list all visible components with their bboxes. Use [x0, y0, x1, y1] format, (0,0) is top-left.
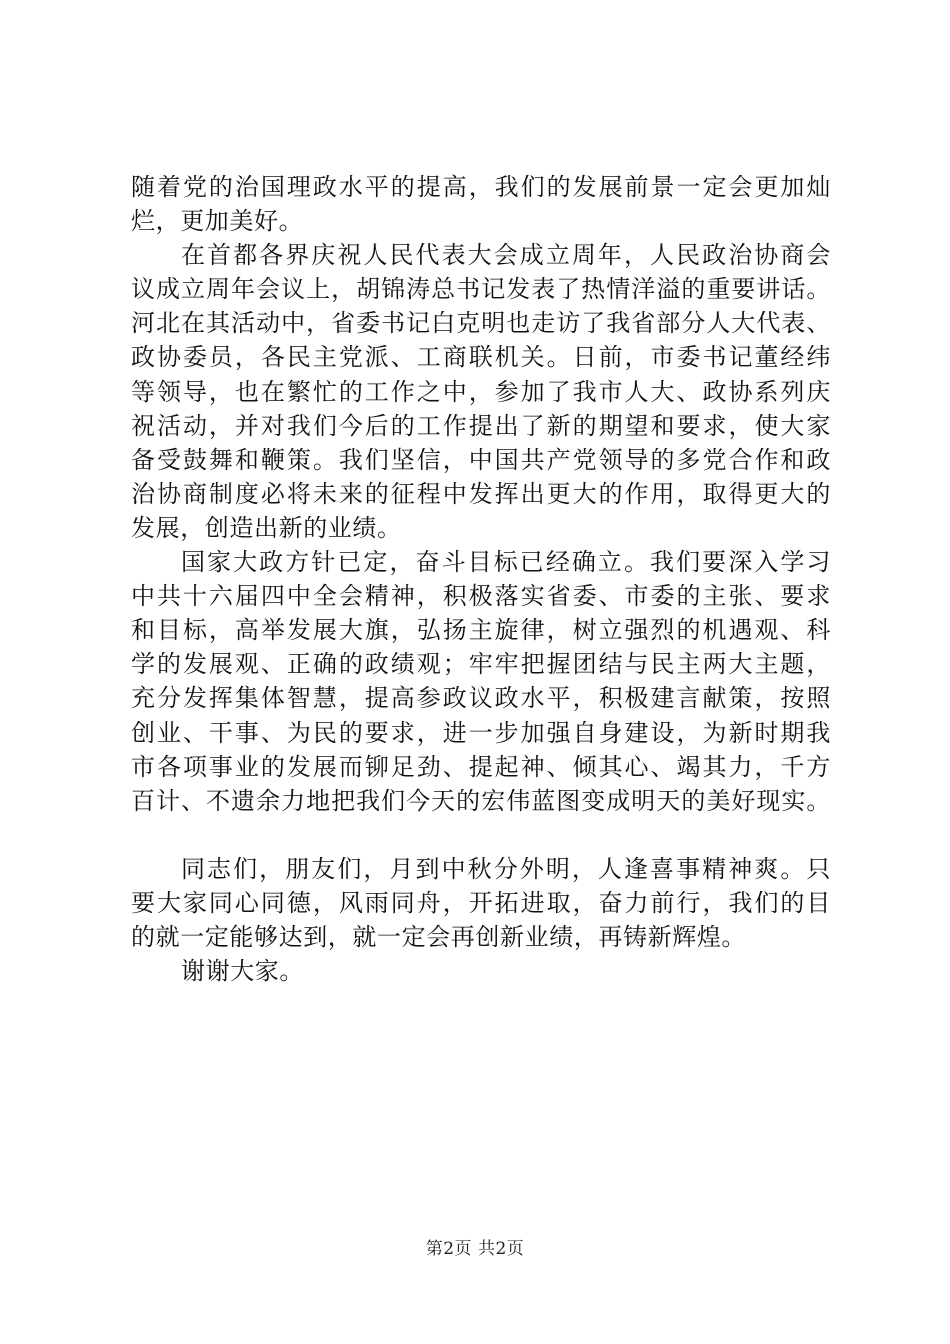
- paragraph-line: 治协商制度必将未来的征程中发挥出更大的作用，取得更大的: [131, 479, 831, 508]
- paragraph-line: 随着党的治国理政水平的提高，我们的发展前景一定会更加灿: [131, 173, 831, 201]
- paragraph-line: 要大家同心同德，风雨同舟，开拓进取，奋力前行，我们的目: [131, 888, 831, 917]
- paragraph-line: 国家大政方针已定，奋斗目标已经确立。我们要深入学习: [181, 548, 831, 577]
- paragraph-line: 中共十六届四中全会精神，积极落实省委、市委的主张、要求: [131, 582, 831, 611]
- paragraph-line: 同志们，朋友们，月到中秋分外明，人逢喜事精神爽。只: [181, 854, 831, 883]
- paragraph-line: 祝活动，并对我们今后的工作提出了新的期望和要求，使大家: [131, 411, 831, 440]
- body-text: [131, 170, 831, 988]
- paragraph-line: 百计、不遗余力地把我们今天的宏伟蓝图变成明天的美好现实。: [131, 786, 831, 815]
- paragraph-line: 政协委员，各民主党派、工商联机关。日前，市委书记董经纬: [131, 343, 831, 372]
- paragraph-line: 发展，创造出新的业绩。: [131, 513, 402, 542]
- paragraph-line: 的就一定能够达到，就一定会再创新业绩，再铸新辉煌。: [131, 922, 746, 951]
- paragraph-line: 等领导，也在繁忙的工作之中，参加了我市人大、政协系列庆: [131, 377, 831, 406]
- paragraph-line: 学的发展观、正确的政绩观；牢牢把握团结与民主两大主题，: [131, 650, 831, 679]
- paragraph-line: 创业、干事、为民的要求，进一步加强自身建设，为新时期我: [131, 718, 831, 747]
- paragraph-line: 议成立周年会议上，胡锦涛总书记发表了热情洋溢的重要讲话。: [131, 275, 831, 304]
- paragraph-gap: [131, 818, 831, 852]
- paragraph-line: 河北在其活动中，省委书记白克明也走访了我省部分人大代表、: [131, 309, 831, 338]
- paragraph-line: 和目标，高举发展大旗，弘扬主旋律，树立强烈的机遇观、科: [131, 616, 831, 645]
- paragraph-line: 市各项事业的发展而铆足劲、提起神、倾其心、竭其力，千方: [131, 752, 831, 781]
- paragraph-line: 在首都各界庆祝人民代表大会成立周年，人民政治协商会: [181, 241, 831, 270]
- paragraph-line: 充分发挥集体智慧，提高参政议政水平，积极建言献策，按照: [131, 684, 831, 713]
- paragraph-line: 谢谢大家。: [181, 957, 304, 986]
- paragraph-line: 备受鼓舞和鞭策。我们坚信，中国共产党领导的多党合作和政: [131, 445, 831, 474]
- paragraph-line: 烂，更加美好。: [131, 207, 304, 236]
- page-number: 第2页 共2页: [425, 1239, 525, 1259]
